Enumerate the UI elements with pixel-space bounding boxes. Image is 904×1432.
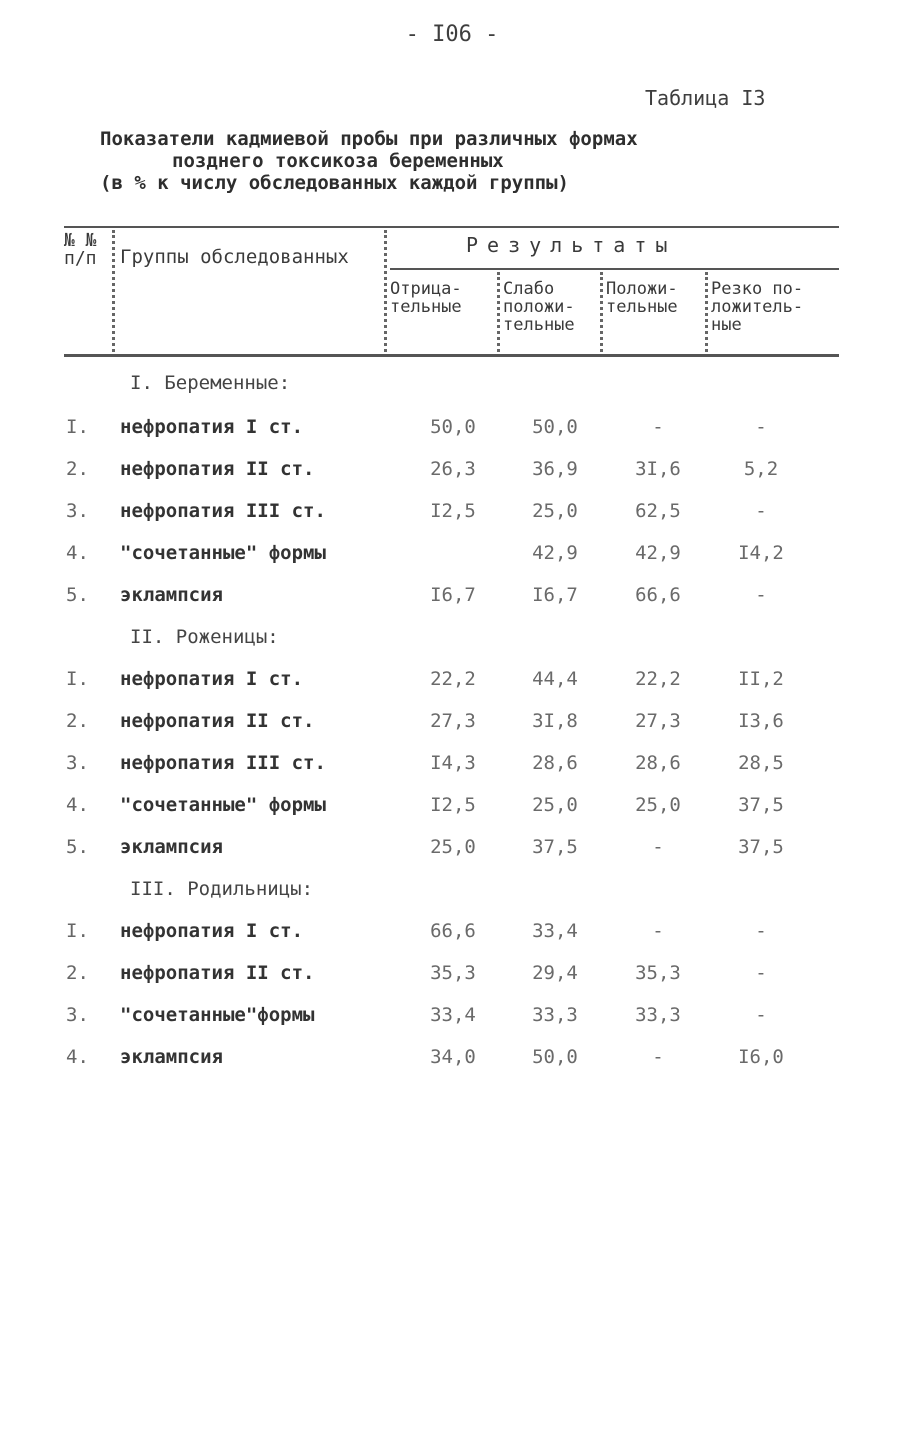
table-caption xyxy=(100,128,638,194)
column-separator xyxy=(600,272,603,352)
table-row: I. нефропатия I ст. 50,0 50,0 - - xyxy=(66,416,767,438)
table-row: I. нефропатия I ст. 66,6 33,4 - - xyxy=(66,920,767,942)
caption-line-1: Показатели кадмиевой пробы при различных формах xyxy=(100,128,638,150)
table-row: 4. эклампсия 34,0 50,0 - I6,0 xyxy=(66,1046,784,1068)
header-negative: Отрица- тельные xyxy=(390,279,462,317)
column-separator xyxy=(112,230,115,352)
table-label: Таблица I3 xyxy=(645,86,766,110)
header-number: № № п/п xyxy=(64,230,97,269)
table-row: 3. нефропатия III ст. I4,3 28,6 28,6 28,5 xyxy=(66,752,784,774)
caption-line-3: (в % к числу обследованных каждой группы) xyxy=(100,172,569,194)
table-row: I. нефропатия I ст. 22,2 44,4 22,2 II,2 xyxy=(66,668,784,690)
table-row: 2. нефропатия II ст. 35,3 29,4 35,3 - xyxy=(66,962,767,984)
section-title-pregnant: I. Беременные: xyxy=(130,372,291,394)
table-row: 4. "сочетанные" формы 42,9 42,9 I4,2 xyxy=(66,542,784,564)
table-row: 5. эклампсия 25,0 37,5 - 37,5 xyxy=(66,836,784,858)
table-header-bottom-rule xyxy=(64,354,839,357)
header-results: Результаты xyxy=(466,233,677,257)
table-row: 2. нефропатия II ст. 27,3 3I,8 27,3 I3,6 xyxy=(66,710,784,732)
column-separator xyxy=(705,272,708,352)
page-number: - I06 - xyxy=(405,22,499,47)
header-positive: Положи- тельные xyxy=(606,279,678,317)
table-row: 2. нефропатия II ст. 26,3 36,9 3I,6 5,2 xyxy=(66,458,779,480)
header-weak-positive: Слабо положи- тельные xyxy=(503,279,575,335)
column-separator xyxy=(497,272,500,352)
results-header-rule xyxy=(390,268,839,270)
column-separator xyxy=(384,230,387,352)
header-strong-positive: Резко по- ложитель- ные xyxy=(711,279,804,335)
section-title-postpartum: III. Родильницы: xyxy=(130,878,314,900)
header-groups: Группы обследованных xyxy=(120,246,349,268)
table-row: 4. "сочетанные" формы I2,5 25,0 25,0 37,5 xyxy=(66,794,784,816)
table-row: 3. "сочетанные"формы 33,4 33,3 33,3 - xyxy=(66,1004,767,1026)
table-row: 3. нефропатия III ст. I2,5 25,0 62,5 - xyxy=(66,500,767,522)
section-title-parturients: II. Роженицы: xyxy=(130,626,279,648)
table-top-rule xyxy=(64,226,839,228)
table-row: 5. эклампсия I6,7 I6,7 66,6 - xyxy=(66,584,767,606)
caption-line-2: позднего токсикоза беременных xyxy=(172,150,504,172)
